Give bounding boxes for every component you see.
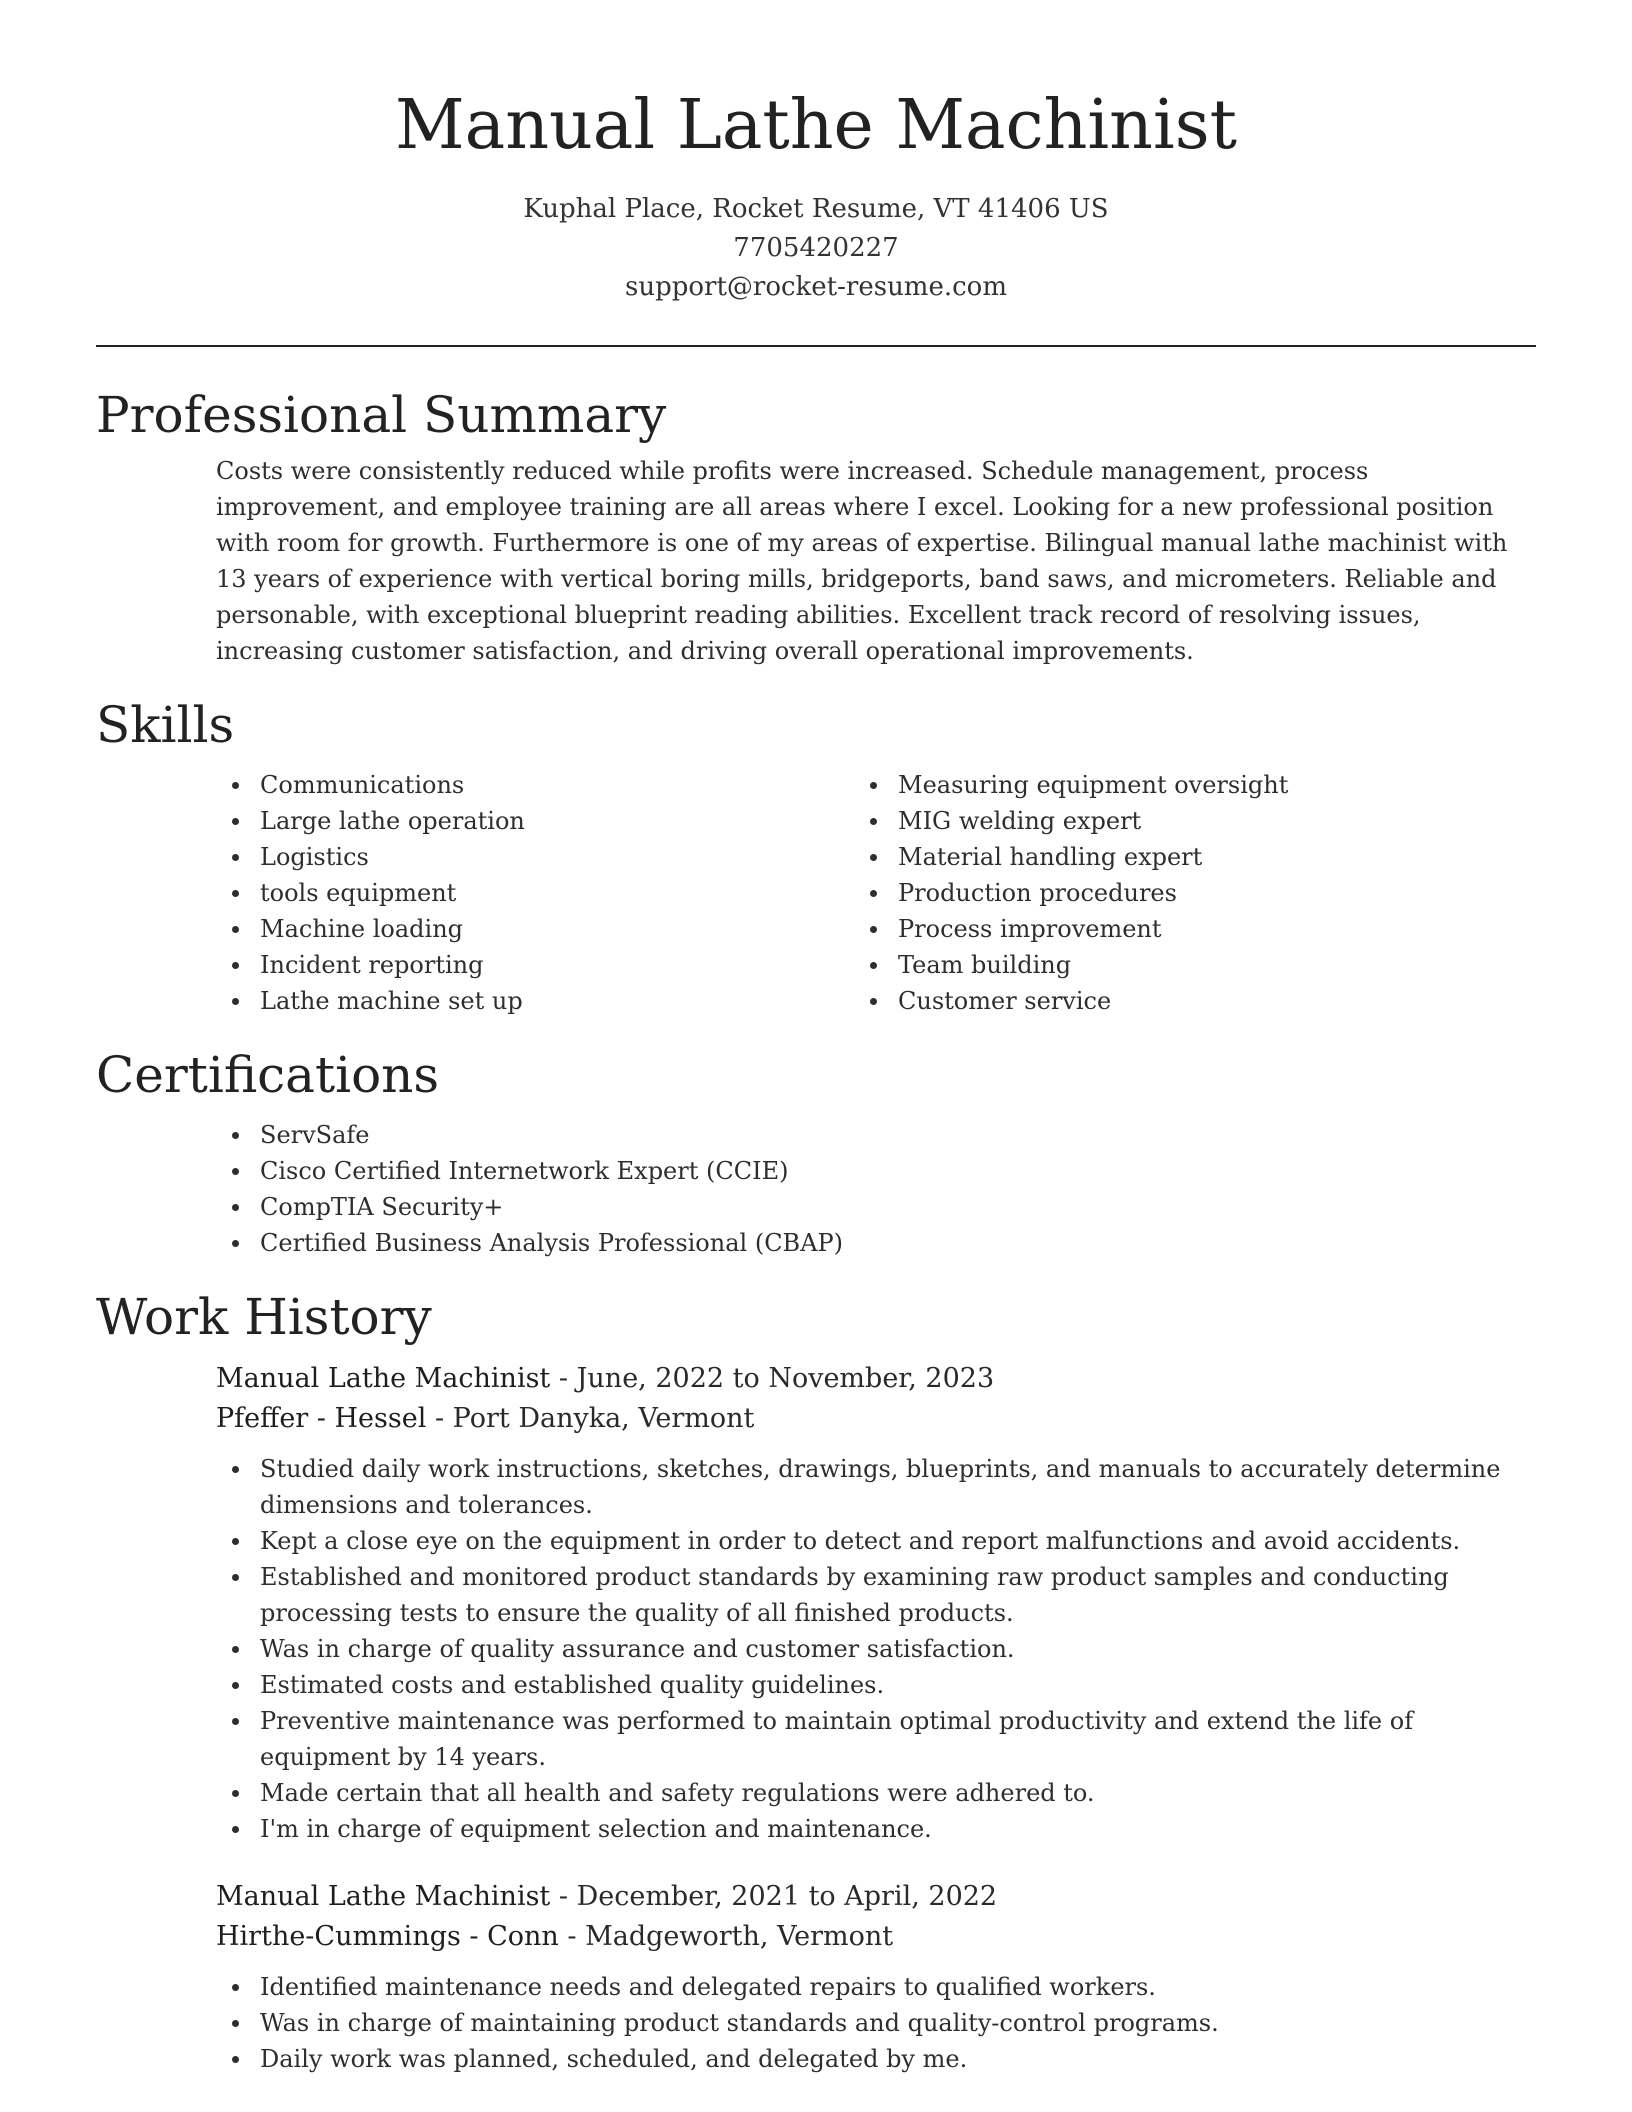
job-company: Pfeffer - Hessel — [216, 1403, 427, 1434]
skill-item: Team building — [898, 947, 1536, 983]
skill-item: Machine loading — [260, 911, 898, 947]
contact-info — [96, 190, 1536, 307]
skill-item: Measuring equipment oversight — [898, 767, 1536, 803]
header-divider — [96, 345, 1536, 347]
job-title-line — [216, 1877, 1536, 1917]
job-entry — [216, 1877, 1536, 2077]
contact-email: support@rocket-resume.com — [624, 272, 1007, 302]
job-bullets — [260, 1969, 1536, 2077]
skills-columns — [260, 767, 1536, 1019]
skill-item: Incident reporting — [260, 947, 898, 983]
certification-item: Certified Business Analysis Professional (CBAP) — [260, 1225, 1536, 1261]
skill-item: MIG welding expert — [898, 803, 1536, 839]
resume-page — [96, 0, 1536, 2077]
job-bullet: Kept a close eye on the equipment in order to detect and report malfunctions and avoid accidents. — [260, 1523, 1536, 1559]
skills-list-left — [260, 767, 898, 1019]
skill-item: Process improvement — [898, 911, 1536, 947]
job-title: Manual Lathe Machinist — [216, 1363, 551, 1394]
separator: - — [558, 1921, 586, 1952]
job-bullet: Was in charge of quality assurance and customer satisfaction. — [260, 1631, 1536, 1667]
separator: - — [426, 1403, 453, 1434]
job-bullet: Made certain that all health and safety regulations were adhered to. — [260, 1775, 1536, 1811]
resume-header — [96, 0, 1536, 307]
skills-section — [96, 695, 1536, 1019]
job-bullet: Was in charge of maintaining product standards and quality-control programs. — [260, 2005, 1536, 2041]
job-bullet: Daily work was planned, scheduled, and delegated by me. — [260, 2041, 1536, 2077]
skills-heading: Skills — [96, 696, 235, 754]
candidate-name: Manual Lathe Machinist — [395, 86, 1237, 165]
job-bullet: I'm in charge of equipment selection and maintenance. — [260, 1811, 1536, 1847]
summary-text: Costs were consistently reduced while profits were increased. Schedule management, process improvement, and employee training are all areas where I excel. Looking for a new professional position with room for growth. Furthermore is one of my areas of expertise. Bilingual manual lathe machinist with 13 years of experience with vertical boring mills, bridgeports, band saws, and micrometers. Reliable and personable, with exceptional blueprint reading abilities. Excellent track record of resolving issues, increasing customer satisfaction, and driving overall operational improvements. — [216, 457, 1508, 665]
job-dates: June, 2022 to November, 2023 — [576, 1363, 995, 1394]
job-bullet: Preventive maintenance was performed to maintain optimal productivity and extend the life of equipment by 14 years. — [260, 1703, 1536, 1775]
job-title-line — [216, 1359, 1536, 1399]
skill-item: Lathe machine set up — [260, 983, 898, 1019]
skill-item: Communications — [260, 767, 898, 803]
job-bullet: Studied daily work instructions, sketches, drawings, blueprints, and manuals to accurately determine dimensions and tolerances. — [260, 1451, 1536, 1523]
certification-item: CompTIA Security+ — [260, 1189, 1536, 1225]
certification-item: Cisco Certified Internetwork Expert (CCIE) — [260, 1153, 1536, 1189]
job-entry — [216, 1359, 1536, 1847]
skill-item: Large lathe operation — [260, 803, 898, 839]
certification-item: ServSafe — [260, 1117, 1536, 1153]
job-bullet: Estimated costs and established quality guidelines. — [260, 1667, 1536, 1703]
job-title: Manual Lathe Machinist — [216, 1881, 551, 1912]
separator: - — [550, 1363, 577, 1394]
job-location: Port Danyka, Vermont — [452, 1403, 755, 1434]
job-company-line — [216, 1917, 1536, 1957]
job-dates: December, 2021 to April, 2022 — [576, 1881, 998, 1912]
certifications-section — [96, 1045, 1536, 1261]
skill-item: Material handling expert — [898, 839, 1536, 875]
skill-item: Logistics — [260, 839, 898, 875]
job-bullet: Identified maintenance needs and delegated repairs to qualified workers. — [260, 1969, 1536, 2005]
job-bullets — [260, 1451, 1536, 1847]
summary-heading: Professional Summary — [96, 386, 667, 444]
contact-address: Kuphal Place, Rocket Resume, VT 41406 US — [523, 194, 1109, 224]
job-company: Hirthe-Cummings - Conn — [216, 1921, 559, 1952]
separator: - — [550, 1881, 577, 1912]
job-company-line — [216, 1399, 1536, 1439]
skill-item: Customer service — [898, 983, 1536, 1019]
work-history-heading: Work History — [96, 1288, 432, 1346]
job-bullet: Established and monitored product standards by examining raw product samples and conducting processing tests to ensure the quality of all finished products. — [260, 1559, 1536, 1631]
skill-item: Production procedures — [898, 875, 1536, 911]
skills-list-right — [898, 767, 1536, 1019]
summary-section — [96, 385, 1536, 669]
skill-item: tools equipment — [260, 875, 898, 911]
contact-phone: 7705420227 — [733, 233, 899, 263]
job-location: Madgeworth, Vermont — [585, 1921, 894, 1952]
certifications-list — [260, 1117, 1536, 1261]
certifications-heading: Certifications — [96, 1046, 440, 1104]
work-history-section — [96, 1287, 1536, 2077]
